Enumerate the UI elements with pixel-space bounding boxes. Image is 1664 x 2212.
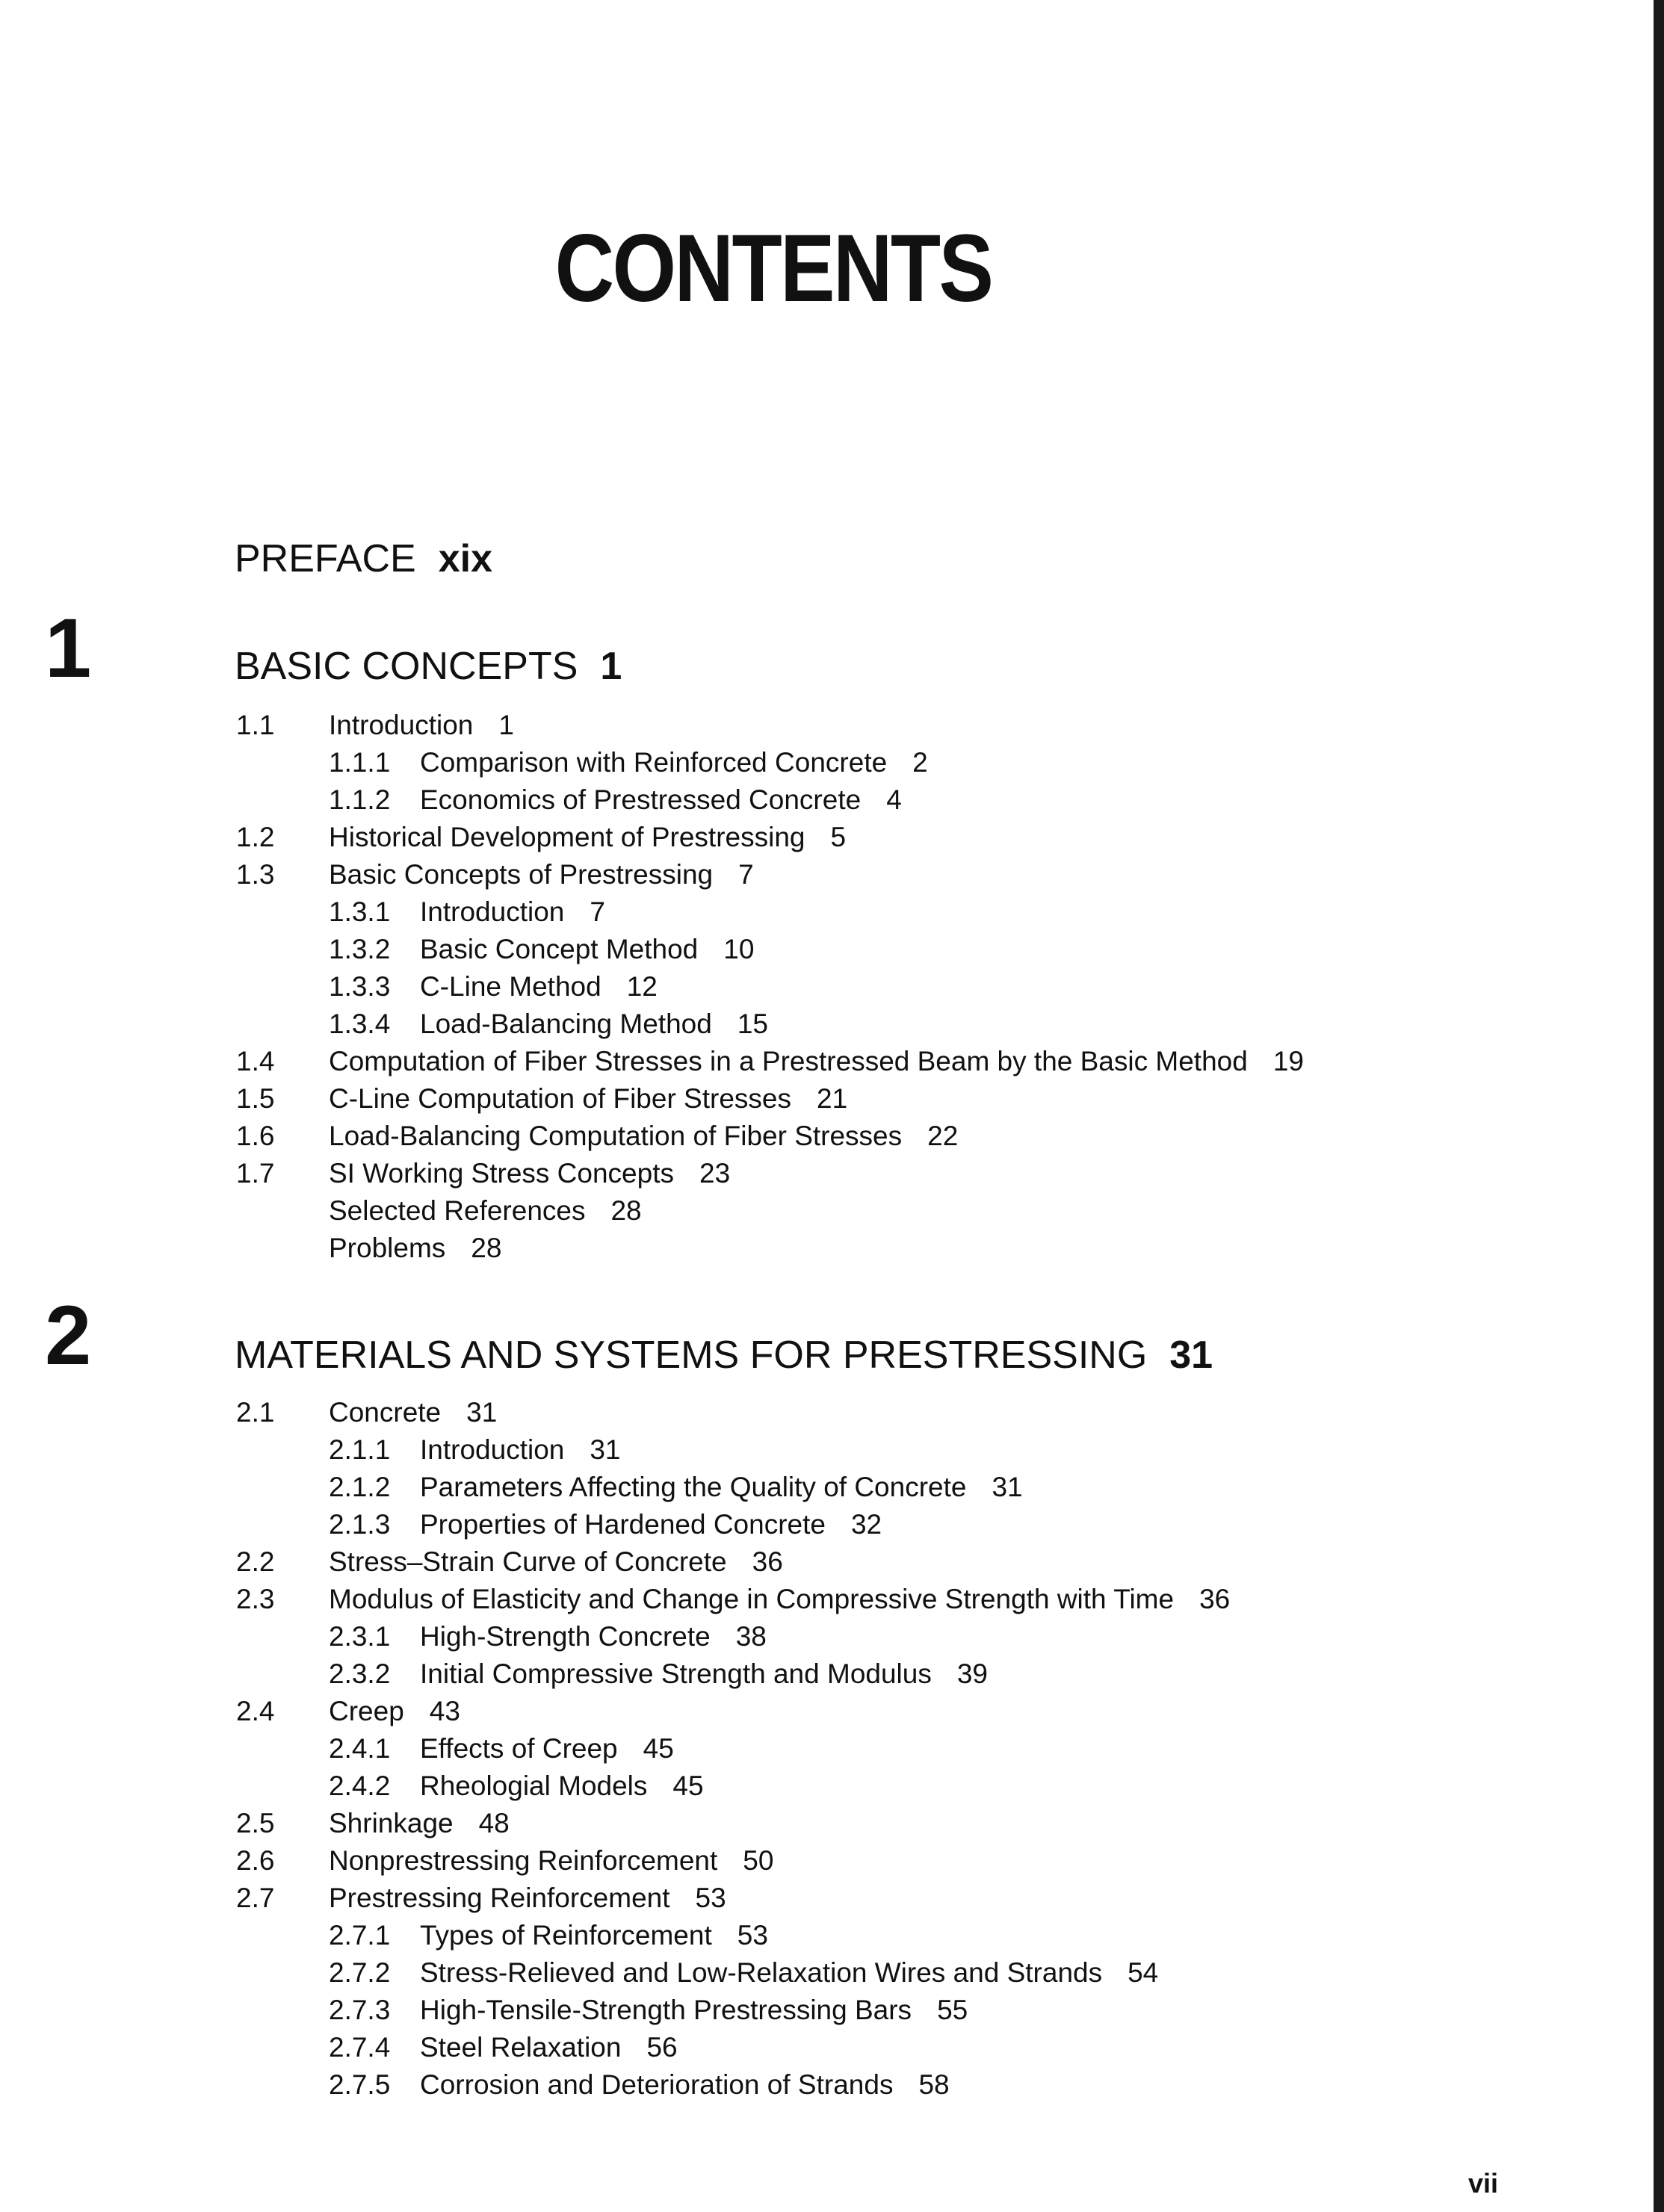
toc-entry-title: Nonprestressing Reinforcement xyxy=(329,1845,718,1876)
toc-entry-text-wrap xyxy=(420,1992,968,2029)
chapter-1-number: 1 xyxy=(45,601,92,695)
toc-entry-title: Stress-Relieved and Low-Relaxation Wires and Strands xyxy=(420,1957,1103,1988)
toc-entry-page: 43 xyxy=(429,1696,460,1726)
preface-label: PREFACE xyxy=(235,537,416,580)
toc-entry-title: Modulus of Elasticity and Change in Compressive Strength with Time xyxy=(329,1584,1175,1614)
toc-entry-number: 2.1.2 xyxy=(329,1472,391,1502)
toc-entry-title: Basic Concepts of Prestressing xyxy=(329,859,714,890)
toc-entry-number: 2.4.1 xyxy=(329,1733,391,1764)
toc-entry-page: 56 xyxy=(646,2032,678,2063)
toc-entry-text-wrap xyxy=(420,1730,674,1768)
toc-entry-text-wrap xyxy=(420,1954,1158,1992)
toc-entry-number: 1.1.1 xyxy=(329,747,391,778)
toc-entry-number: 1.3.1 xyxy=(329,896,391,927)
toc-entry-text-wrap xyxy=(420,1768,704,1805)
toc-entry-number: 2.7.3 xyxy=(329,1995,391,2025)
toc-entry-text-wrap xyxy=(329,1842,773,1880)
toc-entry-title: Historical Development of Prestressing xyxy=(329,822,805,852)
toc-entry-page: 38 xyxy=(735,1621,767,1652)
toc-entry-number: 2.7 xyxy=(236,1883,275,1913)
toc-entry-number: 2.1 xyxy=(236,1397,275,1428)
toc-entry-page: 1 xyxy=(498,710,514,740)
toc-entry-page: 31 xyxy=(466,1397,498,1428)
toc-entry-number: 1.1 xyxy=(236,710,275,740)
toc-entry-title: Initial Compressive Strength and Modulus xyxy=(420,1658,932,1689)
toc-entry-text-wrap xyxy=(329,1192,642,1230)
chapter-1-page: 1 xyxy=(600,645,622,688)
toc-entry-number: 2.4 xyxy=(236,1696,275,1726)
toc-entry-page: 31 xyxy=(590,1434,621,1465)
toc-entry-page: 31 xyxy=(992,1472,1023,1502)
toc-entry-title: Introduction xyxy=(329,710,474,740)
toc-entry-page: 55 xyxy=(937,1995,968,2025)
toc-entry-title: Selected References xyxy=(329,1195,586,1226)
toc-entry-text-wrap xyxy=(420,1506,882,1543)
toc-entry-text-wrap xyxy=(329,1118,958,1155)
toc-entry-text-wrap xyxy=(420,1655,988,1693)
toc-entry-number: 1.5 xyxy=(236,1083,275,1114)
toc-entry-title: High-Strength Concrete xyxy=(420,1621,711,1652)
toc-entry-text-wrap xyxy=(420,2066,950,2104)
toc-entry-title: C-Line Method xyxy=(420,971,601,1002)
toc-entry-text-wrap xyxy=(329,1394,497,1431)
toc-entry-page: 58 xyxy=(918,2069,950,2100)
toc-entry-text-wrap xyxy=(329,1155,730,1192)
toc-entry-number: 2.7.5 xyxy=(329,2069,391,2100)
toc-entry-title: Types of Reinforcement xyxy=(420,1920,712,1951)
chapter-1-heading[interactable] xyxy=(235,647,622,686)
toc-entry-text-wrap xyxy=(329,1581,1230,1618)
toc-entry-title: Comparison with Reinforced Concrete xyxy=(420,747,888,778)
toc-entry-title: Effects of Creep xyxy=(420,1733,618,1764)
toc-entry-text-wrap xyxy=(329,1230,501,1267)
toc-entry-page: 53 xyxy=(695,1883,726,1913)
chapter-1-title: BASIC CONCEPTS xyxy=(235,645,578,688)
toc-entry-number: 1.7 xyxy=(236,1158,275,1189)
toc-entry-number: 2.2 xyxy=(236,1546,275,1577)
toc-entry-text-wrap xyxy=(329,1080,847,1118)
toc-entry-text-wrap xyxy=(329,856,754,893)
toc-entry-title: Introduction xyxy=(420,1434,565,1465)
toc-entry-number: 2.7.4 xyxy=(329,2032,391,2063)
toc-entry-title: Properties of Hardened Concrete xyxy=(420,1509,826,1540)
toc-entry-page: 50 xyxy=(743,1845,774,1876)
toc-entry-text-wrap xyxy=(420,744,928,781)
chapter-2-number: 2 xyxy=(45,1289,92,1382)
toc-entry-number: 1.1.2 xyxy=(329,784,391,815)
toc-entry-number: 1.2 xyxy=(236,822,275,852)
toc-entry-title: Shrinkage xyxy=(329,1808,454,1838)
toc-entry-title: High-Tensile-Strength Prestressing Bars xyxy=(420,1995,912,2025)
toc-entry-page: 23 xyxy=(699,1158,731,1189)
toc-entry-page: 28 xyxy=(610,1195,642,1226)
toc-entry-page: 45 xyxy=(672,1770,704,1801)
toc-entry-title: Concrete xyxy=(329,1397,442,1428)
chapter-2-title: MATERIALS AND SYSTEMS FOR PRESTRESSING xyxy=(235,1333,1148,1377)
toc-entry-title: Stress–Strain Curve of Concrete xyxy=(329,1546,727,1577)
toc-entry-page: 39 xyxy=(956,1658,988,1689)
preface-page: xix xyxy=(438,537,493,580)
toc-entry-page: 36 xyxy=(1199,1584,1231,1614)
toc-entry-title: Load-Balancing Computation of Fiber Stresses xyxy=(329,1121,903,1151)
toc-entry-title: Corrosion and Deterioration of Strands xyxy=(420,2069,894,2100)
toc-entry-page: 54 xyxy=(1128,1957,1159,1988)
toc-entry-page: 21 xyxy=(817,1083,848,1114)
toc-entry-number: 2.6 xyxy=(236,1845,275,1876)
toc-entry-text-wrap xyxy=(420,1469,1023,1506)
toc-entry-title: Creep xyxy=(329,1696,404,1726)
toc-entry-page: 48 xyxy=(478,1808,510,1838)
toc-entry-page: 45 xyxy=(643,1733,674,1764)
toc-entry-text-wrap xyxy=(420,1618,767,1655)
toc-entry-number: 1.6 xyxy=(236,1121,275,1151)
toc-entry-title: Steel Relaxation xyxy=(420,2032,622,2063)
toc-entry-text-wrap xyxy=(329,1693,460,1730)
toc-entry-page: 7 xyxy=(590,896,605,927)
toc-entry-number: 2.3.2 xyxy=(329,1658,391,1689)
chapter-2-page: 31 xyxy=(1169,1333,1213,1377)
toc-entry-text-wrap xyxy=(420,968,658,1006)
toc-entry-text-wrap xyxy=(329,1880,726,1917)
toc-entry-title: Introduction xyxy=(420,896,565,927)
toc-entry-number: 2.4.2 xyxy=(329,1770,391,1801)
toc-entry-page: 12 xyxy=(626,971,658,1002)
toc-entry-page: 5 xyxy=(830,822,847,852)
toc-entry-title: Basic Concept Method xyxy=(420,934,699,964)
toc-entry-number: 2.7.1 xyxy=(329,1920,391,1951)
toc-entry-text-wrap xyxy=(329,707,514,744)
toc-entry-page: 7 xyxy=(738,859,754,890)
toc-entry-title: Prestressing Reinforcement xyxy=(329,1883,670,1913)
toc-entry-title: Economics of Prestressed Concrete xyxy=(420,784,862,815)
toc-entry-text-wrap xyxy=(329,1805,510,1842)
toc-entry-page: 10 xyxy=(723,934,755,964)
preface-heading[interactable] xyxy=(235,539,492,578)
toc-entry-number: 2.7.2 xyxy=(329,1957,391,1988)
toc-entry-title: Parameters Affecting the Quality of Concrete xyxy=(420,1472,967,1502)
toc-entry-page: 19 xyxy=(1272,1046,1304,1076)
toc-entry-page: 53 xyxy=(737,1920,768,1951)
toc-entry-page: 22 xyxy=(927,1121,959,1151)
toc-entry-page: 28 xyxy=(471,1233,502,1263)
toc-entry-text-wrap xyxy=(420,781,902,819)
page-folio: vii xyxy=(1467,2168,1498,2199)
page-title: CONTENTS xyxy=(554,214,992,322)
toc-entry-text-wrap xyxy=(420,2029,678,2066)
toc-entry-number: 2.3.1 xyxy=(329,1621,391,1652)
toc-entry-page: 36 xyxy=(752,1546,783,1577)
toc-entry-text-wrap xyxy=(420,893,605,931)
toc-entry-text-wrap xyxy=(329,1043,1304,1080)
toc-entry-number: 2.5 xyxy=(236,1808,275,1838)
toc-entry-text-wrap xyxy=(420,1006,768,1043)
page-edge-shadow xyxy=(1654,0,1664,2212)
toc-entry-title: Rheologial Models xyxy=(420,1770,648,1801)
toc-entry-title: Load-Balancing Method xyxy=(420,1009,712,1039)
toc-entry-number: 1.3 xyxy=(236,859,275,890)
toc-entry-page: 15 xyxy=(737,1009,768,1039)
toc-entry-title: C-Line Computation of Fiber Stresses xyxy=(329,1083,791,1114)
toc-entry-number: 1.3.4 xyxy=(329,1009,391,1039)
toc-entry-number: 2.1.1 xyxy=(329,1434,391,1465)
toc-entry-text-wrap xyxy=(329,1543,783,1581)
toc-entry-page: 2 xyxy=(912,747,928,778)
toc-entry-title: SI Working Stress Concepts xyxy=(329,1158,674,1189)
toc-entry-text-wrap xyxy=(420,931,754,968)
toc-entry-number: 2.3 xyxy=(236,1584,275,1614)
toc-entry-number: 1.3.2 xyxy=(329,934,391,964)
toc-entry-text-wrap xyxy=(420,1431,621,1469)
toc-entry-number: 1.3.3 xyxy=(329,971,391,1002)
toc-entry-title: Computation of Fiber Stresses in a Prestressed Beam by the Basic Method xyxy=(329,1046,1248,1076)
toc-entry-page: 4 xyxy=(886,784,902,815)
toc-entry-number: 1.4 xyxy=(236,1046,275,1076)
toc-entry-title: Problems xyxy=(329,1233,446,1263)
toc-entry-page: 32 xyxy=(850,1509,882,1540)
toc-entry-number: 2.1.3 xyxy=(329,1509,391,1540)
toc-entry-text-wrap xyxy=(329,819,846,856)
toc-entry-text-wrap xyxy=(420,1917,768,1954)
chapter-2-heading[interactable] xyxy=(235,1333,1213,1377)
